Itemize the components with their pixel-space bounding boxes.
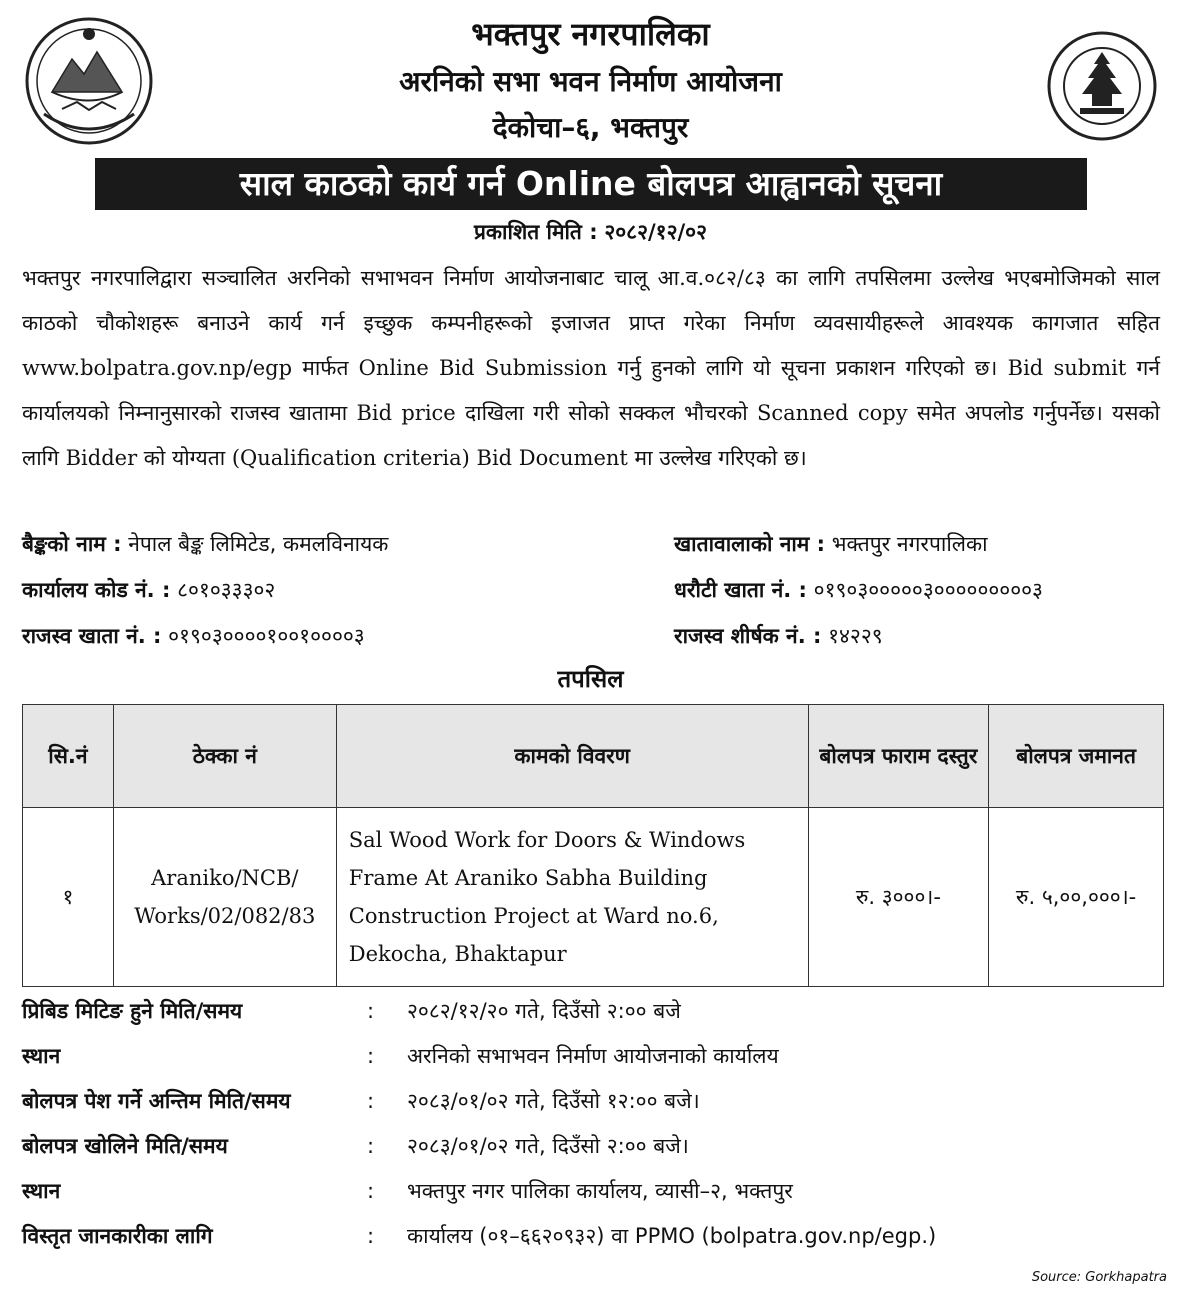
bank-name-value: नेपाल बैङ्क लिमिटेड, कमलविनायक — [128, 532, 389, 556]
publish-date-value: २०८२/१२/०२ — [604, 220, 708, 244]
bank-name — [22, 530, 388, 558]
notice-body: भक्तपुर नगरपालिद्वारा सञ्चालित अरनिको सभाभवन निर्माण आयोजनाबाट चालू आ.व.०८२/८३ का लागि तपसिलमा उल्लेख भएबमोजिमको साल काठको चौकोशहरू बनाउने कार्य गर्न इच्छुक कम्पनीहरूको इजाजत प्राप्त गरेका निर्माण व्यवसायीहरूले आवश्यक कागजात सहित www.bolpatra.gov.np/egp मार्फत Online Bid Submission गर्नु हुनको लागि यो सूचना प्रकाशन गरिएको छ। Bid submit गर्न कार्यालयको निम्नानुसारको राजस्व खातामा Bid price दाखिला गरी सोको सक्कल भौचरको Scanned copy समेत अपलोड गर्नुपर्नेछ। यसको लागि Bidder को योग्यता (Qualification criteria) Bid Document मा उल्लेख गरिएको छ। — [22, 266, 1160, 470]
revenue-account-value: ०१९०३००००१००१००००३ — [168, 624, 365, 648]
cell-fee: रु. ३०००।- — [808, 808, 989, 987]
source-credit: Source: Gorkhapatra — [1031, 1270, 1167, 1285]
publish-date — [0, 218, 1181, 246]
deposit-account-value: ०१९०३०००००३०००००००००३ — [813, 578, 1043, 602]
cell-thekka: Araniko/NCB/ Works/02/082/83 — [113, 808, 336, 987]
address: देकोचा–६, भक्तपुर — [492, 111, 689, 144]
schedule-value: २०८३/०१/०२ गते, दिउँसो २:०० बजे। — [407, 1133, 689, 1158]
schedule-label: बोलपत्र पेश गर्ने अन्तिम मिति/समय — [22, 1088, 291, 1113]
publish-date-label: प्रकाशित मिति : — [473, 220, 598, 244]
cell-desc: Sal Wood Work for Doors & Windows Frame At Araniko Sabha Building Construction Project at Ward no.6, Dekocha, Bhaktapur — [336, 808, 808, 987]
schedule-row — [22, 1123, 1162, 1168]
schedule-row — [22, 1033, 1162, 1078]
schedule-value: अरनिको सभाभवन निर्माण आयोजनाको कार्यालय — [407, 1043, 779, 1068]
revenue-account-label: राजस्व खाता नं. : — [22, 624, 162, 648]
schedule-value: २०८३/०१/०२ गते, दिउँसो १२:०० बजे। — [407, 1088, 700, 1113]
office-code — [22, 576, 275, 604]
project-name: अरनिको सभा भवन निर्माण आयोजना — [399, 65, 782, 98]
schedule-colon: : — [367, 1043, 375, 1068]
schedule-row — [22, 1078, 1162, 1123]
bank-name-label: बैङ्कको नाम : — [22, 532, 122, 556]
schedule-colon: : — [367, 998, 375, 1023]
schedule-label: स्थान — [22, 1043, 61, 1068]
schedule-colon: : — [367, 1088, 375, 1113]
schedule-label: बोलपत्र खोलिने मिति/समय — [22, 1133, 228, 1158]
schedule-colon: : — [367, 1133, 375, 1158]
revenue-account — [22, 622, 365, 650]
office-code-label: कार्यालय कोड नं. : — [22, 578, 171, 602]
schedule-value: २०८२/१२/२० गते, दिउँसो २:०० बजे — [407, 998, 681, 1023]
schedule-label: स्थान — [22, 1178, 61, 1203]
table-title: तपसिल — [557, 665, 624, 693]
header-desc: कामको विवरण — [336, 705, 808, 808]
table-header-row — [23, 705, 1164, 808]
header-fee: बोलपत्र फाराम दस्तुर — [808, 705, 989, 808]
schedule-row — [22, 988, 1162, 1033]
deposit-account — [674, 576, 1043, 604]
notice-title: साल काठको कार्य गर्न Online बोलपत्र आह्वानको सूचना — [95, 158, 1087, 210]
office-code-value: ८०१०३३३०२ — [177, 578, 276, 602]
header-guarantee: बोलपत्र जमानत — [989, 705, 1164, 808]
schedule-colon: : — [367, 1178, 375, 1203]
schedule-label: प्रिबिड मिटिङ हुने मिति/समय — [22, 998, 243, 1023]
schedule-colon: : — [367, 1223, 375, 1248]
account-holder-value: भक्तपुर नगरपालिका — [831, 532, 988, 556]
revenue-heading-value: १४२२९ — [828, 624, 883, 648]
schedule-list — [22, 988, 1162, 1258]
details-table — [22, 704, 1164, 987]
cell-guarantee: रु. ५,००,०००।- — [989, 808, 1164, 987]
schedule-value: भक्तपुर नगर पालिका कार्यालय, व्यासी–२, भक्तपुर — [407, 1178, 793, 1203]
schedule-row — [22, 1168, 1162, 1213]
deposit-account-label: धरौटी खाता नं. : — [674, 578, 807, 602]
header-sn: सि.नं — [23, 705, 114, 808]
cell-sn: १ — [23, 808, 114, 987]
schedule-value: कार्यालय (०१–६६२०९३२) वा PPMO (bolpatra.gov.np/egp.) — [407, 1223, 937, 1248]
account-holder — [674, 530, 988, 558]
org-name: भक्तपुर नगरपालिका — [471, 15, 710, 53]
table-row — [23, 808, 1164, 987]
revenue-heading-label: राजस्व शीर्षक नं. : — [674, 624, 822, 648]
schedule-row — [22, 1213, 1162, 1258]
account-holder-label: खातावालाको नाम : — [674, 532, 826, 556]
revenue-heading — [674, 622, 883, 650]
schedule-label: विस्तृत जानकारीका लागि — [22, 1223, 213, 1248]
header-thekka: ठेक्का नं — [113, 705, 336, 808]
